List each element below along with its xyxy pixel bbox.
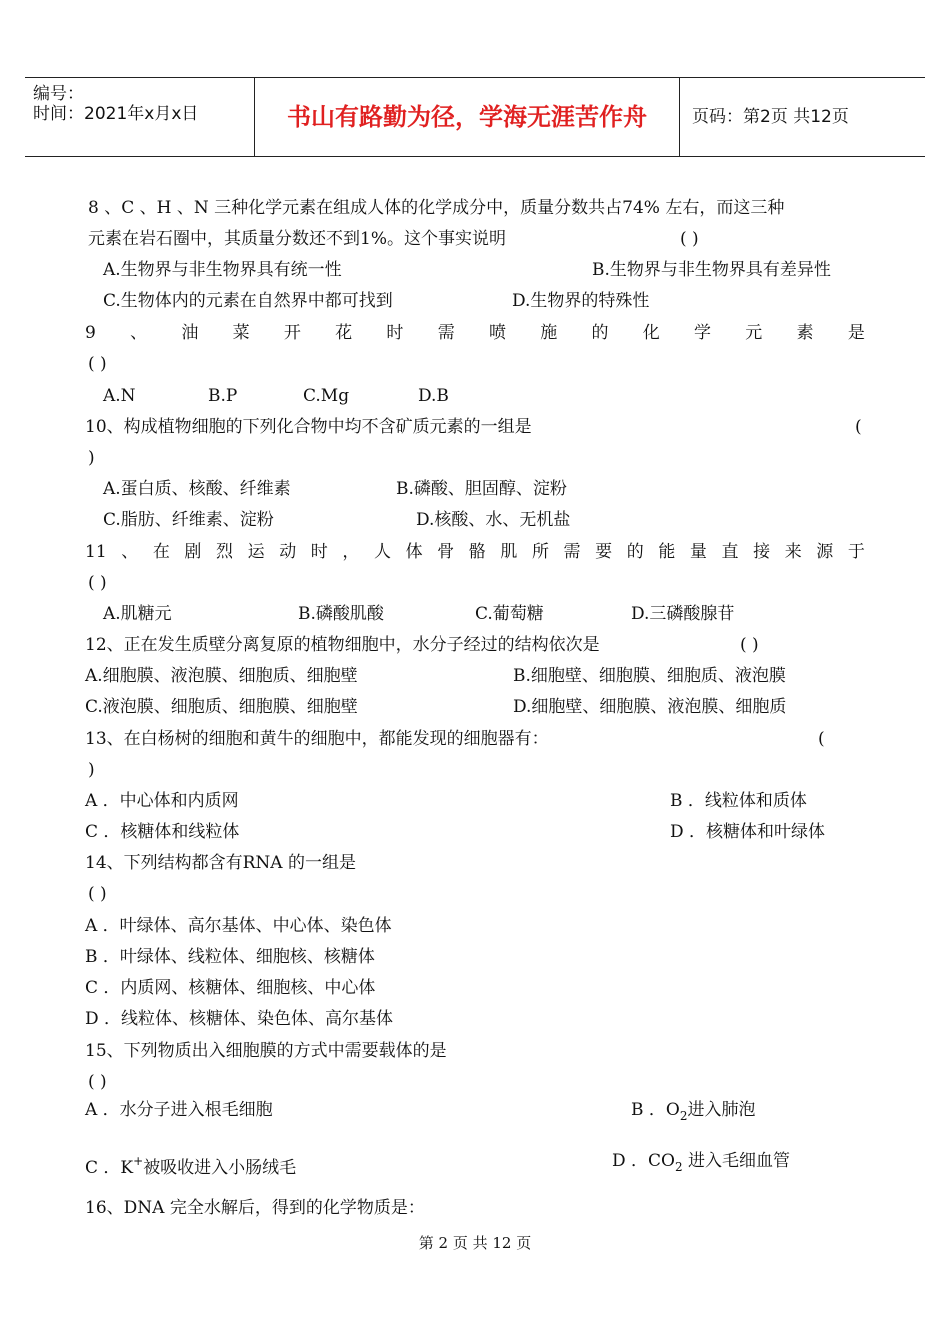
q15-option-d-pre: D ．CO: [612, 1151, 675, 1171]
q9-char: 学: [694, 323, 712, 343]
q12-option-d: D.细胞壁、细胞膜、液泡膜、细胞质: [513, 697, 787, 717]
q11-char: 能: [658, 542, 676, 562]
q9-stem: [85, 322, 865, 344]
q9-answer-paren: ( ): [88, 354, 107, 374]
q14-answer-paren: ( ): [88, 884, 107, 904]
q8-option-b: B.生物界与非生物界具有差异性: [592, 260, 831, 280]
q11-char: 量: [689, 542, 707, 562]
q9-char: 是: [847, 323, 865, 343]
q11-char: 体: [405, 542, 423, 562]
q13-stem: 13、在白杨树的细胞和黄牛的细胞中，都能发现的细胞器有：: [85, 729, 549, 749]
q15-option-c-post: 被吸收进入小肠绒毛: [143, 1158, 297, 1178]
q11-char: 所: [531, 542, 549, 562]
q11-char: ，: [342, 542, 360, 562]
q11-char: 运: [247, 542, 265, 562]
q12-option-b: B.细胞壁、细胞膜、细胞质、液泡膜: [513, 666, 786, 686]
q11-char: 要: [595, 542, 613, 562]
q9-option-a: A.N: [103, 386, 136, 406]
q11-char: 于: [847, 542, 865, 562]
q15-option-d-post: 进入毛细血管: [682, 1151, 791, 1171]
header-motto: 书山有路勤为径，学海无涯苦作舟: [255, 78, 680, 156]
q12-stem: 12、正在发生质壁分离复原的植物细胞中，水分子经过的结构依次是: [85, 635, 600, 655]
q9-char: 喷: [488, 323, 506, 343]
q10-stem: 10、构成植物细胞的下列化合物中均不含矿质元素的一组是: [85, 417, 532, 437]
q11-option-c: C.葡萄糖: [475, 604, 544, 624]
q10-option-d: D.核酸、水、无机盐: [416, 510, 571, 530]
q11-char: 来: [784, 542, 802, 562]
q11-char: 、: [121, 542, 139, 562]
q11-char: 11: [85, 542, 107, 562]
q9-char: 需: [437, 323, 455, 343]
q9-char: 的: [591, 323, 609, 343]
q14-option-a: A ．叶绿体、高尔基体、中心体、染色体: [85, 916, 392, 936]
q8-option-c: C.生物体内的元素在自然界中都可找到: [103, 291, 393, 311]
q11-char: 骨: [437, 542, 455, 562]
header-page-info: 页码：第2页 共12页: [692, 107, 849, 127]
q11-char: 动: [279, 542, 297, 562]
q15-option-b-subscript: 2: [679, 1109, 688, 1123]
q15-stem: 15、下列物质出入细胞膜的方式中需要载体的是: [85, 1041, 447, 1061]
q15-option-c-superscript: +: [133, 1154, 144, 1168]
q9-option-b: B.P: [208, 386, 238, 406]
q11-option-d: D.三磷酸腺苷: [631, 604, 735, 624]
q13-option-c: C ．核糖体和线粒体: [85, 822, 240, 842]
page-footer: 第 2 页 共 12 页: [418, 1234, 532, 1252]
q12-answer-paren: ( ): [740, 635, 759, 655]
q9-char: 元: [745, 323, 763, 343]
q9-char: 施: [540, 323, 558, 343]
q11-stem: [85, 541, 865, 563]
q11-char: 烈: [216, 542, 234, 562]
q8-answer-paren: ( ): [680, 229, 699, 249]
q15-option-d-subscript: 2: [674, 1160, 683, 1174]
q9-char: 9: [85, 323, 96, 343]
q10-paren-open: (: [855, 417, 862, 437]
q9-option-d: D.B: [418, 386, 449, 406]
q15-option-c: [85, 1150, 296, 1179]
q11-answer-paren: ( ): [88, 573, 107, 593]
q11-char: 直: [721, 542, 739, 562]
q9-char: 菜: [232, 323, 250, 343]
q11-option-b: B.磷酸肌酸: [298, 604, 384, 624]
q11-char: 时: [310, 542, 328, 562]
q11-char: 接: [753, 542, 771, 562]
q10-option-a: A.蛋白质、核酸、纤维素: [103, 479, 291, 499]
q11-char: 肌: [500, 542, 518, 562]
q11-char: 的: [626, 542, 644, 562]
time-label: 时间：2021年x月x日: [33, 104, 199, 124]
q13-paren-close: ): [88, 760, 95, 780]
q11-char: 骼: [468, 542, 486, 562]
q15-option-c-pre: C ．K: [85, 1158, 134, 1178]
q9-char: 素: [796, 323, 814, 343]
q13-option-d: D ．核糖体和叶绿体: [670, 822, 826, 842]
q16-stem: 16、DNA 完全水解后，得到的化学物质是：: [85, 1198, 425, 1218]
q14-option-b: B ．叶绿体、线粒体、细胞核、核糖体: [85, 947, 375, 967]
q11-char: 人: [373, 542, 391, 562]
q9-option-c: C.Mg: [303, 386, 350, 406]
q15-option-d: [612, 1150, 790, 1178]
q11-char: 源: [816, 542, 834, 562]
q14-option-d: D ．线粒体、核糖体、染色体、高尔基体: [85, 1009, 394, 1029]
header-meta: [25, 78, 255, 156]
q8-stem-line2: 元素在岩石圈中，其质量分数还不到1%。这个事实说明: [88, 229, 506, 249]
page-header: [25, 77, 925, 157]
q10-option-b: B.磷酸、胆固醇、淀粉: [396, 479, 567, 499]
code-label: 编号：: [33, 84, 84, 104]
q8-option-a: A.生物界与非生物界具有统一性: [103, 260, 342, 280]
q8-option-d: D.生物界的特殊性: [512, 291, 650, 311]
q13-option-b: B ．线粒体和质体: [670, 791, 807, 811]
q15-option-b-post: 进入肺泡: [687, 1100, 756, 1120]
q15-option-b: [631, 1099, 755, 1127]
q9-char: 时: [386, 323, 404, 343]
q12-option-c: C.液泡膜、细胞质、细胞膜、细胞壁: [85, 697, 358, 717]
q8-stem-line1: 8 、C 、H 、N 三种化学元素在组成人体的化学成分中，质量分数共占74% 左右，而这三种: [88, 198, 785, 218]
q9-char: 、: [130, 323, 148, 343]
q9-char: 开: [283, 323, 301, 343]
q11-char: 需: [563, 542, 581, 562]
q9-char: 化: [642, 323, 660, 343]
q15-option-b-pre: B ．O: [631, 1100, 680, 1120]
q11-char: 剧: [184, 542, 202, 562]
q9-char: 花: [335, 323, 353, 343]
q15-answer-paren: ( ): [88, 1072, 107, 1092]
q13-option-a: A ．中心体和内质网: [85, 791, 239, 811]
q12-option-a: A.细胞膜、液泡膜、细胞质、细胞壁: [85, 666, 358, 686]
q11-option-a: A.肌糖元: [103, 604, 172, 624]
q14-option-c: C ．内质网、核糖体、细胞核、中心体: [85, 978, 376, 998]
q14-stem: 14、下列结构都含有RNA 的一组是: [85, 853, 356, 873]
q10-paren-close: ): [88, 448, 95, 468]
q11-char: 在: [152, 542, 170, 562]
q10-option-c: C.脂肪、纤维素、淀粉: [103, 510, 274, 530]
q15-option-a: A ．水分子进入根毛细胞: [85, 1100, 273, 1120]
q13-paren-open: (: [818, 729, 825, 749]
q9-char: 油: [181, 323, 199, 343]
